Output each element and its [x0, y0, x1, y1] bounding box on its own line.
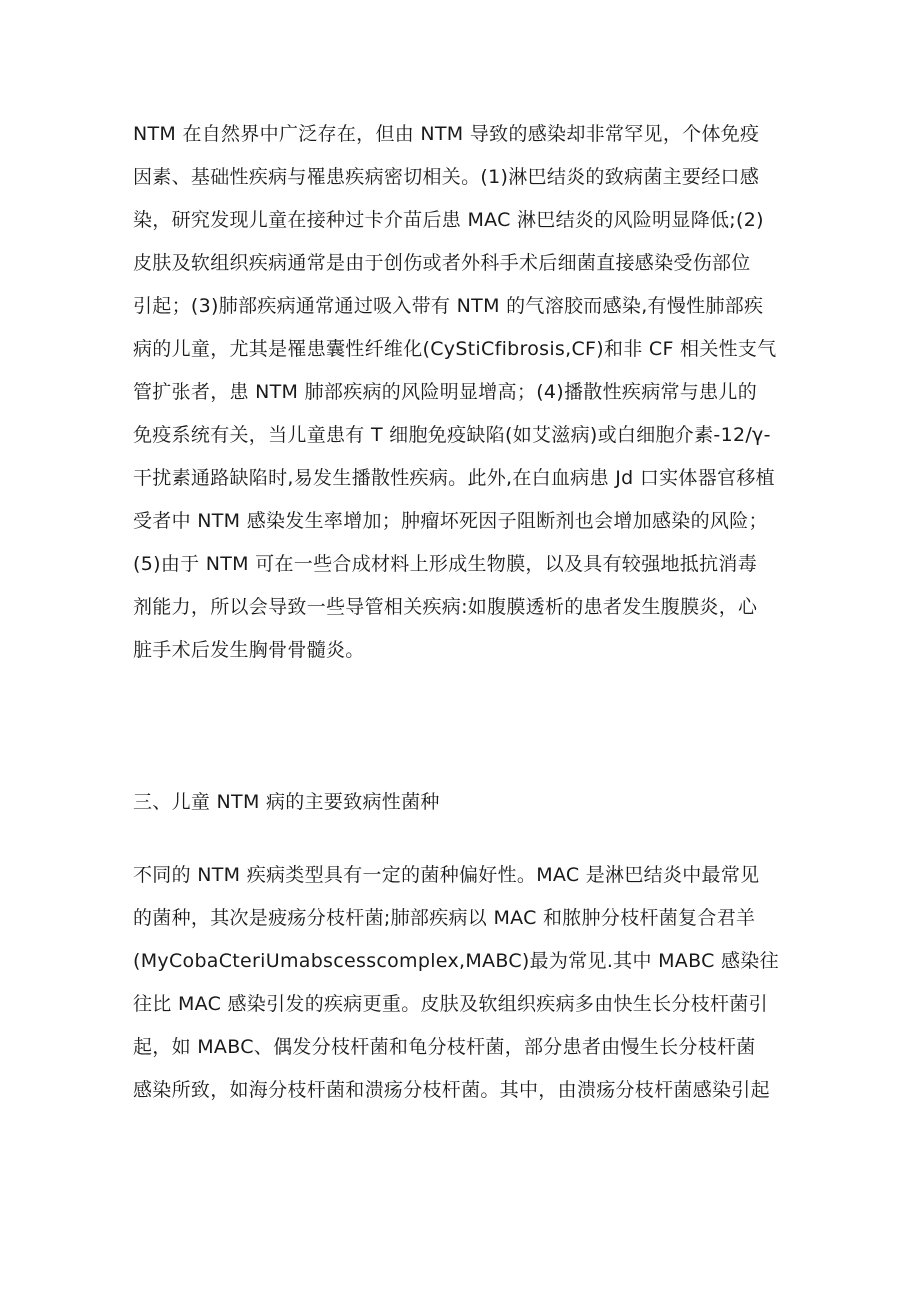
text-line: 染，研究发现儿童在接种过卡介苗后患 MAC 淋巴结炎的风险明显降低;(2) — [133, 209, 764, 231]
text-line: 的菌种，其次是疲疡分枝杆菌;肺部疾病以 MAC 和脓肿分枝杆菌复合君羊 — [133, 907, 756, 929]
text-line: 因素、基础性疾病与罹患疾病密切相关。(1)淋巴结炎的致病菌主要经口感 — [133, 166, 760, 188]
paragraph-ntm-infection-factors — [133, 113, 813, 672]
text-line: 不同的 NTM 疾病类型具有一定的菌种偏好性。MAC 是淋巴结炎中最常见 — [133, 864, 760, 886]
text-line: 病的儿童，尤其是罹患囊性纤维化(CyStiCfibrosis,CF)和非 CF 相关性支气 — [133, 338, 777, 360]
text-line: 起，如 MABC、偶发分枝杆菌和龟分枝杆菌，部分患者由慢生长分枝杆菌 — [133, 1036, 756, 1058]
text-line: 剂能力，所以会导致一些导管相关疾病:如腹膜透析的患者发生腹膜炎，心 — [133, 596, 758, 618]
text-line: 干扰素通路缺陷时,易发生播散性疾病。此外,在白血病患 Jd 口实体器官移植 — [133, 467, 775, 489]
text-line: NTM 在自然界中广泛存在，但由 NTM 导致的感染却非常罕见，个体免疫 — [133, 123, 760, 145]
text-line: 皮肤及软组织疾病通常是由于创伤或者外科手术后细菌直接感染受伤部位 — [133, 252, 751, 274]
text-line: (5)由于 NTM 可在一些合成材料上形成生物膜，以及具有较强地抵抗消毒 — [133, 553, 758, 575]
section-heading — [133, 781, 813, 824]
text-line: 管扩张者，患 NTM 肺部疾病的风险明显增高；(4)播散性疾病常与患儿的 — [133, 381, 758, 403]
text-line: 受者中 NTM 感染发生率增加；肿瘤坏死因子阻断剂也会增加感染的风险； — [133, 510, 768, 532]
section-heading-text: 三、儿童 NTM 病的主要致病性菌种 — [133, 791, 440, 813]
text-line: 脏手术后发生胸骨骨髓炎。 — [133, 639, 365, 661]
text-line: (MyCobaCteriUmabscesscomplex,MABC)最为常见.其中 MABC 感染往 — [133, 950, 779, 972]
text-line: 感染所致，如海分枝杆菌和溃疡分枝杆菌。其中，由溃疡分枝杆菌感染引起 — [133, 1079, 770, 1101]
paragraph-pathogenic-species — [133, 854, 813, 1112]
text-line: 免疫系统有关，当儿童患有 T 细胞免疫缺陷(如艾滋病)或白细胞介素-12∕γ- — [133, 424, 771, 446]
text-line: 往比 MAC 感染引发的疾病更重。皮肤及软组织疾病多由快生长分枝杆菌引 — [133, 993, 768, 1015]
text-line: 引起；(3)肺部疾病通常通过吸入带有 NTM 的气溶胶而感染,有慢性肺部疾 — [133, 295, 764, 317]
